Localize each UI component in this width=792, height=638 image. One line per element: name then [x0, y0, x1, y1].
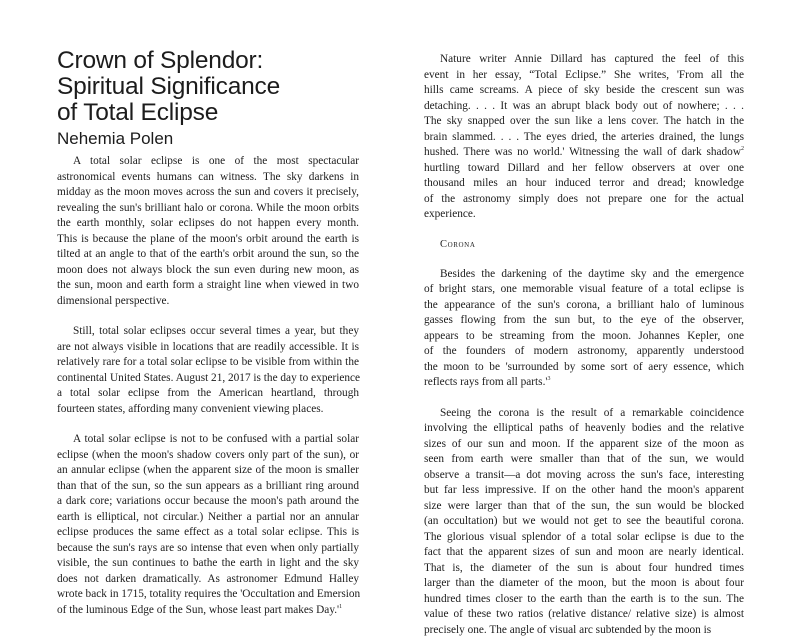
text-line: [57, 201, 359, 217]
text-line: [424, 329, 744, 345]
text-line: [424, 282, 744, 298]
text-line-content: Nature writer Annie Dillard has captured the feel of this: [440, 53, 744, 65]
text-line: [424, 52, 744, 68]
text-line: [57, 371, 359, 387]
text-line: [57, 340, 359, 356]
text-line-content: fact that the apparent sizes of sun and moon are nearly identical.: [424, 546, 744, 558]
text-line-content: gasses flowing from the sun but, to the eye of the observer,: [424, 314, 744, 326]
text-line-content: precisely one. The angle of visual arc subtended by the moon is: [424, 624, 711, 636]
text-line-content: of the founders of modern astronomy, apparently understood: [424, 345, 744, 357]
text-line: [424, 421, 744, 437]
text-line: [424, 207, 744, 223]
text-line-content: involving the elliptical paths of heavenly bodies and the relative: [424, 422, 744, 434]
text-line-content: but far less impressive. If on the other hand the moon's apparent: [424, 484, 744, 496]
text-line-content: The sky snapped over the sun like a lens cover. The hatch in the: [424, 115, 744, 127]
text-line-content: the earth monthly, solar eclipses do not happen every month.: [57, 217, 359, 229]
text-line-content: reflects rays from all parts.': [424, 376, 547, 388]
text-line: [424, 161, 744, 177]
text-line-content: Besides the darkening of the daytime sky and the emergence: [440, 268, 744, 280]
text-line-content: size were larger than that of the sun, the sun would be blocked: [424, 500, 744, 512]
paragraph: [57, 154, 359, 309]
text-line-content: This is because the plane of the moon's orbit around the earth is: [57, 233, 359, 245]
text-line: [424, 145, 744, 161]
text-line-content: are not always visible in locations that are readily accessible. It is: [57, 341, 359, 353]
text-line: [57, 402, 359, 418]
text-line-content: wrote back in 1715, totality requires the 'Occultation and Emersion: [57, 588, 360, 600]
text-line-content: That is, the diameter of the sun is about four hundred times: [424, 562, 744, 574]
article-title: [57, 48, 359, 126]
text-line-content: continental United States. August 21, 2017 is the day to experience: [57, 372, 360, 384]
text-line: [424, 68, 744, 84]
text-line: [424, 114, 744, 130]
text-line-content: eclipse produces the same effect as a total solar eclipse. This is: [57, 526, 359, 538]
text-line: [57, 603, 359, 619]
text-line: [424, 514, 744, 530]
paragraph: [424, 406, 744, 638]
text-line-content: fourteen states, affording many convenient viewing places.: [57, 403, 323, 415]
text-line: [424, 468, 744, 484]
text-line-content: hundred times closer to the earth than the earth is to the sun. The: [424, 593, 744, 605]
text-line-content: relatively rare for a total solar eclipse to be visible from within the: [57, 356, 359, 368]
text-line: [57, 170, 359, 186]
text-line: [424, 452, 744, 468]
text-line-content: the moon to be 'surrounded by some sort of aery essence, which: [424, 361, 744, 373]
text-line-content: brain slammed. . . . The eyes dried, the arteries drained, the lungs: [424, 131, 744, 143]
text-line-content: hurtling toward Dillard and her fellow observers at over one: [424, 162, 744, 174]
text-line-content: a total solar eclipse from the American heartland, through: [57, 387, 359, 399]
text-line: [57, 541, 359, 557]
text-line: [57, 556, 359, 572]
text-line-content: midday as the moon moves across the sun and covers it precisely,: [57, 186, 359, 198]
text-line: [57, 479, 359, 495]
left-body: [57, 154, 359, 618]
paragraph: [57, 324, 359, 417]
title-line: Crown of Splendor:: [57, 48, 359, 74]
text-line: [424, 499, 744, 515]
text-line-content: detaching. . . . It was an abrupt black body out of nowhere; . . .: [424, 100, 744, 112]
text-line-content: A total solar eclipse is one of the most spectacular: [73, 155, 359, 167]
title-line: of Total Eclipse: [57, 100, 359, 126]
text-line-content: larger than the diameter of the moon, but the moon is about four: [424, 577, 744, 589]
text-line-content: of the luminous Edge of the Sun, whose least part makes Day.': [57, 604, 339, 616]
text-line: [57, 572, 359, 588]
text-line-content: eclipse (when the moon's shadow covers only part of the sun), or: [57, 449, 359, 461]
paragraph: [424, 267, 744, 391]
text-line-content: observe a transit—a dot moving across the sun's face, interesting: [424, 469, 744, 481]
text-line-content: because the sun's rays are so intense that even when only partially: [57, 542, 359, 554]
text-line-content: an annular eclipse (when the apparent size of the moon is smaller: [57, 464, 359, 476]
text-line: [57, 494, 359, 510]
text-line-content: A total solar eclipse is not to be confused with a partial solar: [73, 433, 359, 445]
text-line: [57, 525, 359, 541]
text-line-content: appears to be streaming from the moon. Johannes Kepler, one: [424, 330, 744, 342]
text-line-content: sizes of our sun and moon. If the apparent size of the moon as: [424, 438, 744, 450]
text-line: [57, 154, 359, 170]
text-line: [424, 545, 744, 561]
text-line: [424, 313, 744, 329]
text-line: [57, 263, 359, 279]
text-line: [424, 130, 744, 146]
text-line-content: of the astronomy simply does not prepare one for the actual: [424, 193, 744, 205]
text-line-content: seen from earth were smaller than that of the sun, we would: [424, 453, 744, 465]
text-line: [424, 530, 744, 546]
text-line-content: a dark core; variations occur because the moon's path around the: [57, 495, 359, 507]
text-line-content: does not darken dramatically. As astronomer Edmund Halley: [57, 573, 359, 585]
section-heading: Corona: [440, 238, 744, 252]
text-line: [424, 607, 744, 623]
left-page: [57, 0, 359, 618]
paragraph: [57, 432, 359, 618]
text-line-content: The glorious visual splendor of a total solar eclipse is due to the: [424, 531, 744, 543]
text-line: [424, 483, 744, 499]
text-line: [57, 324, 359, 340]
text-line-content: value of these two ratios (relative distance/ relative size) is almost: [424, 608, 744, 620]
right-body: [424, 52, 744, 638]
text-line: [424, 267, 744, 283]
text-line-content: hills came screams. A piece of sky beside the crescent sun was: [424, 84, 744, 96]
text-line: [424, 406, 744, 422]
text-line: [424, 192, 744, 208]
text-line: [424, 561, 744, 577]
text-line: [424, 83, 744, 99]
text-line-content: than that of the sun, so the sun appears as a brilliant ring around: [57, 480, 359, 492]
text-line: [424, 344, 744, 360]
footnote-marker[interactable]: 1: [339, 604, 342, 610]
text-line: [57, 448, 359, 464]
text-line: [57, 294, 359, 310]
footnote-marker[interactable]: 3: [547, 376, 550, 382]
text-line: [424, 360, 744, 376]
footnote-marker[interactable]: 2: [741, 146, 744, 152]
text-line-content: Seeing the corona is the result of a remarkable coincidence: [440, 407, 744, 419]
text-line: [57, 432, 359, 448]
text-line-content: dimensional perspective.: [57, 295, 169, 307]
text-line-content: Still, total solar eclipses occur several times a year, but they: [73, 325, 359, 337]
text-line: [424, 592, 744, 608]
text-line: [424, 375, 744, 391]
text-line-content: of bright stars, one memorable visual feature of a total eclipse is: [424, 283, 744, 295]
text-line-content: the appearance of the sun's corona, a brilliant halo of luminous: [424, 299, 744, 311]
text-line: [57, 247, 359, 263]
text-line-content: tilted at an angle to that of the earth's orbit around the sun, so the: [57, 248, 359, 260]
text-line-content: revealing the sun's brilliant halo or corona. While the moon orbits: [57, 202, 359, 214]
text-line: [57, 216, 359, 232]
text-line: [57, 587, 359, 603]
text-line-content: hushed. There was no world.' Witnessing the wall of dark shadow: [424, 146, 741, 158]
text-line-content: thousand miles an hour induced terror and dread; knowledge: [424, 177, 744, 189]
text-line: [424, 437, 744, 453]
text-line: [57, 463, 359, 479]
text-line-content: astronomical events humans can witness. The sky darkens in: [57, 171, 359, 183]
text-line-content: experience.: [424, 208, 476, 220]
text-line: [424, 176, 744, 192]
title-line: Spiritual Significance: [57, 74, 359, 100]
text-line: [57, 386, 359, 402]
text-line: [424, 576, 744, 592]
text-line-content: earth is elliptical, not circular.) Neither a partial nor an annular: [57, 511, 359, 523]
text-line: [424, 298, 744, 314]
text-line: [57, 278, 359, 294]
text-line-content: event in her essay, “Total Eclipse.” She writes, 'From all the: [424, 69, 744, 81]
text-line: [57, 232, 359, 248]
right-page: [424, 0, 744, 638]
paragraph: [424, 52, 744, 223]
author-name: Nehemia Polen: [57, 129, 359, 149]
text-line-content: (an occultation) but we would not get to see the beautiful corona.: [424, 515, 744, 527]
text-line-content: moon does not always block the sun even during new moon, as: [57, 264, 359, 276]
text-line: [57, 185, 359, 201]
text-line: [424, 623, 744, 638]
text-line: [57, 510, 359, 526]
text-line-content: visible, the sun continues to bathe the earth in light and the sky: [57, 557, 359, 569]
text-line: [424, 99, 744, 115]
text-line: [57, 355, 359, 371]
text-line-content: the sun, moon and earth form a straight line when viewed in two: [57, 279, 359, 291]
